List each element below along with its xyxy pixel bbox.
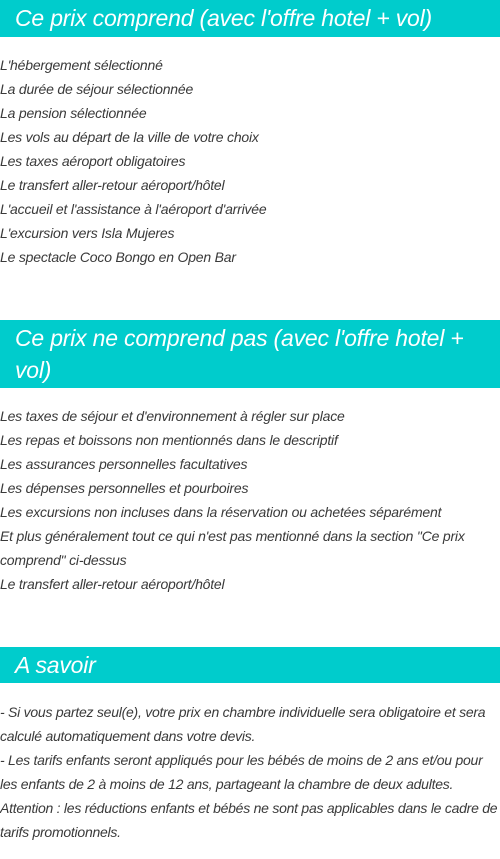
section-header-savoir <box>0 647 500 683</box>
list-item: La durée de séjour sélectionnée <box>0 81 194 97</box>
includes-list <box>0 53 500 269</box>
excludes-list <box>0 404 500 596</box>
list-item: Les assurances personnelles facultatives <box>0 456 248 472</box>
list-item: Le spectacle Coco Bongo en Open Bar <box>0 249 236 265</box>
list-item: La pension sélectionnée <box>0 105 147 121</box>
section-header-excludes <box>0 320 500 388</box>
list-item: L'excursion vers Isla Mujeres <box>0 225 175 241</box>
list-item: Les repas et boissons non mentionnés dans le descriptif <box>0 432 338 448</box>
savoir-paragraph: - Les tarifs enfants seront appliqués pour les bébés de moins de 2 ans et/ou pour les enfants de 2 à moins de 12 ans, partageant la chambre de deux adultes. <box>0 752 483 792</box>
section-title-savoir: A savoir <box>15 652 96 678</box>
list-item: L'hébergement sélectionné <box>0 57 163 73</box>
section-title-includes: Ce prix comprend (avec l'offre hotel + vol) <box>15 5 433 31</box>
list-item: Le transfert aller-retour aéroport/hôtel <box>0 576 225 592</box>
list-item: Les taxes de séjour et d'environnement à régler sur place <box>0 408 345 424</box>
list-item: Les dépenses personnelles et pourboires <box>0 480 249 496</box>
list-item: Les excursions non incluses dans la réservation ou achetées séparément <box>0 504 442 520</box>
list-item: Le transfert aller-retour aéroport/hôtel <box>0 177 225 193</box>
list-item: Et plus généralement tout ce qui n'est pas mentionné dans la section "Ce prix comprend" ci-dessus <box>0 528 465 568</box>
list-item: Les taxes aéroport obligatoires <box>0 153 186 169</box>
savoir-paragraph: - Si vous partez seul(e), votre prix en chambre individuelle sera obligatoire et sera calculé automatiquement dans votre devis. <box>0 704 486 744</box>
list-item: Les vols au départ de la ville de votre choix <box>0 129 259 145</box>
section-header-includes <box>0 0 500 37</box>
list-item: L'accueil et l'assistance à l'aéroport d'arrivée <box>0 201 267 217</box>
savoir-text <box>0 700 500 844</box>
section-title-excludes: Ce prix ne comprend pas (avec l'offre hotel + vol) <box>15 325 464 383</box>
savoir-paragraph: Attention : les réductions enfants et bébés ne sont pas applicables dans le cadre de tarifs promotionnels. <box>0 800 498 840</box>
